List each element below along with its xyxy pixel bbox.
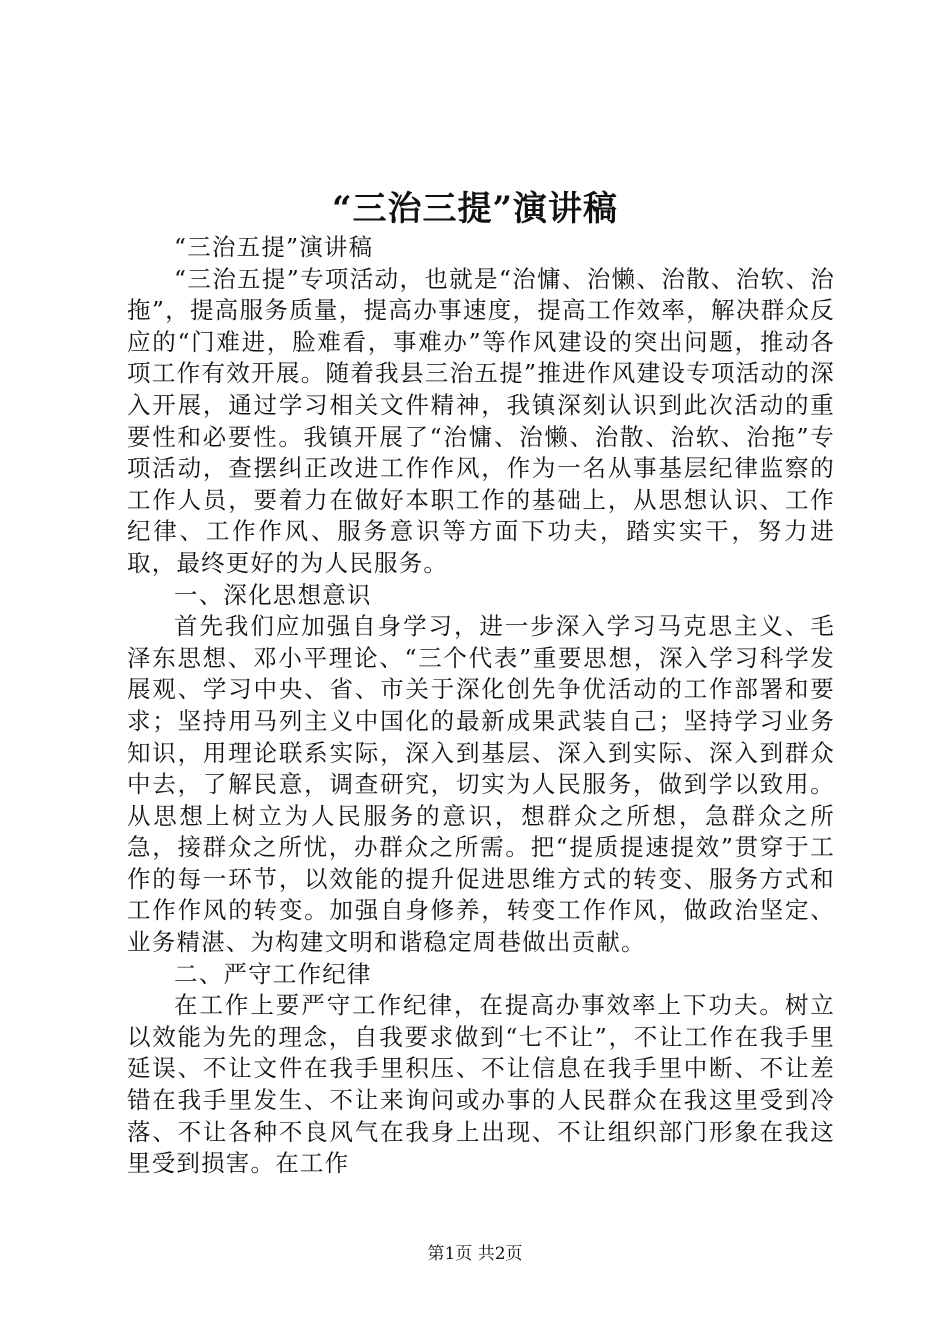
section-heading-2: 二、严守工作纪律 [174,959,372,988]
page-footer: 第1页 共2页 [427,1244,523,1264]
document-title: “三治三提”演讲稿 [331,189,619,229]
section-1-paragraph: 首先我们应加强自身学习，进一步深入学习马克思主义、毛泽东思想、邓小平理论、“三个代表”重要思想，深入学习科学发展观、学习中央、省、市关于深化创先争优活动的工作部署和要求；坚持用马列主义中国化的最新成果武装自己；坚持学习业务知识，用理论联系实际，深入到基层、深入到实际、深入到群众中去，了解民意，调查研究，切实为人民服务，做到学以致用。从思想上树立为人民服务的意识，想群众之所想，急群众之所急，接群众之所忧，办群众之所需。把“提质提速提效”贯穿于工作的每一环节，以效能的提升促进思维方式的转变、服务方式和工作作风的转变。加强自身修养，转变工作作风，做政治坚定、业务精湛、为构建文明和谐稳定周巷做出贡献。 [127,612,835,957]
intro-paragraph: “三治五提”专项活动，也就是“治慵、治懒、治散、治软、治拖”，提高服务质量，提高办事速度，提高工作效率，解决群众反应的“门难进，脸难看，事难办”等作风建设的突出问题，推动各项工作有效开展。随着我县三治五提”推进作风建设专项活动的深入开展，通过学习相关文件精神，我镇深刻认识到此次活动的重要性和必要性。我镇开展了“治慵、治懒、治散、治软、治拖”专项活动，查摆纠正改进工作作风，作为一名从事基层纪律监察的工作人员，要着力在做好本职工作的基础上，从思想认识、工作纪律、工作作风、服务意识等方面下功夫，踏实实干，努力进取，最终更好的为人民服务。 [127,264,835,577]
document-body [127,232,835,1180]
subtitle-paragraph: “三治五提”演讲稿 [174,233,374,261]
section-2-paragraph: 在工作上要严守工作纪律，在提高办事效率上下功夫。树立以效能为先的理念，自我要求做到“七不让”，不让工作在我手里延误、不让文件在我手里积压、不让信息在我手里中断、不让差错在我手里发生、不让来询问或办事的人民群众在我这里受到冷落、不让各种不良风气在我身上出现、不让组织部门形象在我这里受到损害。在工作 [127,991,835,1178]
section-heading-1: 一、深化思想意识 [174,580,372,609]
